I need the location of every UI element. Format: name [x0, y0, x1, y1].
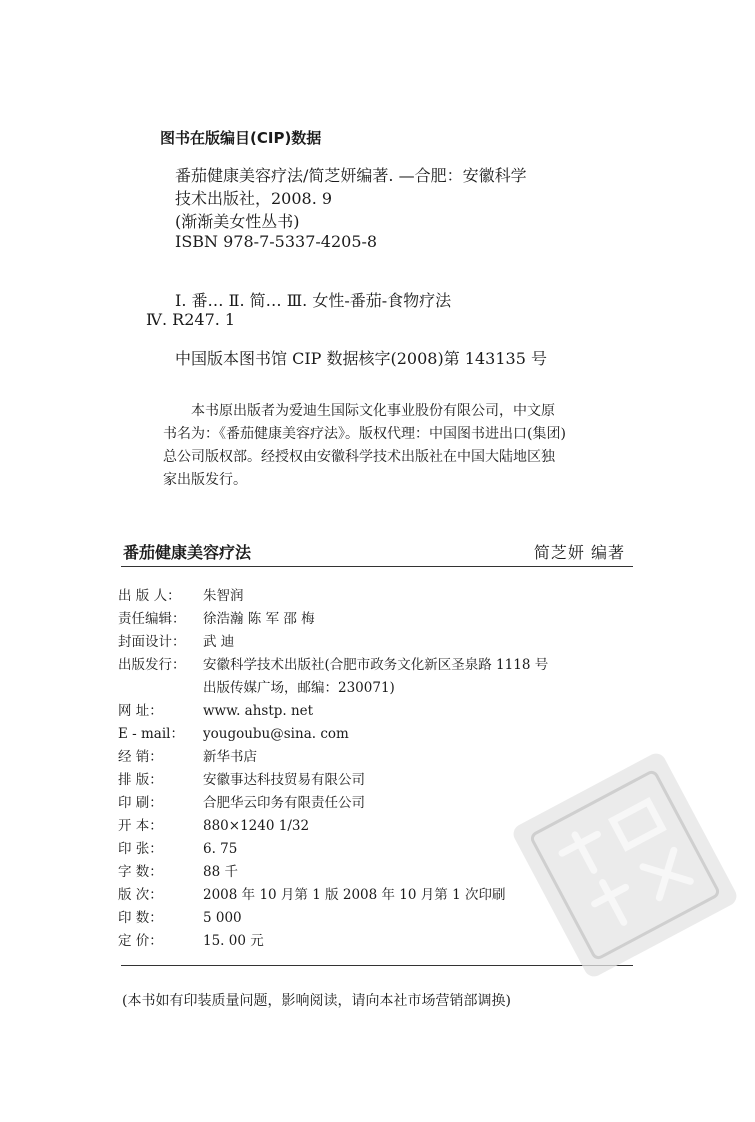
cip-heading: 图书在版编目(CIP)数据 — [160, 129, 322, 147]
imprint-label: 责任编辑： — [118, 611, 186, 627]
imprint-value: 出版传媒广场，邮编：230071) — [203, 680, 395, 696]
cip-line-3: (渐渐美女性丛书) — [175, 212, 300, 231]
imprint-row-email — [118, 723, 638, 746]
imprint-value: 合肥华云印务有限责任公司 — [203, 795, 365, 811]
cip-record-number: 中国版本图书馆 CIP 数据核字(2008)第 143135 号 — [175, 349, 547, 368]
cip-line-2: 技术出版社，2008. 9 — [175, 189, 333, 208]
imprint-row-address — [118, 677, 638, 700]
rights-notice-line-3: 总公司版权部。经授权由安徽科学技术出版社在中国大陆地区独 — [163, 449, 555, 465]
book-title: 番茄健康美容疗法 — [123, 543, 252, 562]
rights-notice-line-4: 家出版发行。 — [163, 472, 247, 488]
imprint-label: 网 址： — [118, 703, 163, 719]
rights-notice-line-1: 本书原出版者为爱迪生国际文化事业股份有限公司，中文原 — [191, 403, 555, 419]
publisher-seal-watermark — [505, 745, 745, 985]
imprint-row-editors — [118, 608, 638, 631]
imprint-value: 新华书店 — [203, 749, 257, 765]
imprint-label — [118, 677, 203, 700]
imprint-value: yougoubu@sina. com — [203, 726, 349, 742]
cip-classification-1: Ⅰ. 番… Ⅱ. 简… Ⅲ. 女性-番茄-食物疗法 — [175, 291, 452, 310]
imprint-label: E - mail： — [118, 726, 184, 742]
rights-notice — [163, 400, 633, 492]
quality-footnote: (本书如有印装质量问题，影响阅读，请向本社市场营销部调换) — [122, 993, 511, 1009]
cip-classification-2: Ⅳ. R247. 1 — [146, 310, 236, 329]
cip-line-1: 番茄健康美容疗法/简芝妍编著. —合肥：安徽科学 — [175, 166, 527, 185]
imprint-row-website — [118, 700, 638, 723]
imprint-value: 徐浩瀚 陈 军 邵 梅 — [203, 611, 315, 627]
imprint-value: 880×1240 1/32 — [203, 818, 310, 834]
rights-notice-line-2: 书名为：《番茄健康美容疗法》。版权代理：中国图书进出口(集团) — [163, 426, 566, 442]
imprint-value: 15. 00 元 — [203, 933, 264, 949]
imprint-top-rule — [121, 566, 633, 567]
imprint-label: 出 版 人： — [118, 588, 181, 604]
cip-line-4: ISBN 978-7-5337-4205-8 — [175, 232, 378, 251]
book-author: 简芝妍 编著 — [533, 543, 625, 562]
imprint-value: 武 迪 — [203, 634, 235, 650]
imprint-label: 字 数： — [118, 864, 163, 880]
imprint-label: 经 销： — [118, 749, 163, 765]
imprint-label: 出版发行： — [118, 657, 186, 673]
imprint-value: 安徽事达科技贸易有限公司 — [203, 772, 365, 788]
imprint-value: www. ahstp. net — [203, 703, 314, 719]
imprint-label: 印 刷： — [118, 795, 163, 811]
imprint-value: 88 千 — [203, 864, 238, 880]
imprint-row-distribution — [118, 654, 638, 677]
imprint-value: 朱智润 — [203, 588, 244, 604]
imprint-label: 印 张： — [118, 841, 163, 857]
imprint-label: 印 数： — [118, 910, 163, 926]
imprint-row-publisher — [118, 585, 638, 608]
imprint-label: 封面设计： — [118, 634, 186, 650]
imprint-label: 版 次： — [118, 887, 163, 903]
imprint-value: 安徽科学技术出版社(合肥市政务文化新区圣泉路 1118 号 — [203, 657, 549, 673]
imprint-value: 5 000 — [203, 910, 242, 926]
imprint-label: 排 版： — [118, 772, 163, 788]
imprint-label: 开 本： — [118, 818, 163, 834]
imprint-label: 定 价： — [118, 933, 163, 949]
imprint-row-cover-design — [118, 631, 638, 654]
imprint-value: 2008 年 10 月第 1 版 2008 年 10 月第 1 次印刷 — [203, 887, 506, 903]
imprint-value: 6. 75 — [203, 841, 238, 857]
